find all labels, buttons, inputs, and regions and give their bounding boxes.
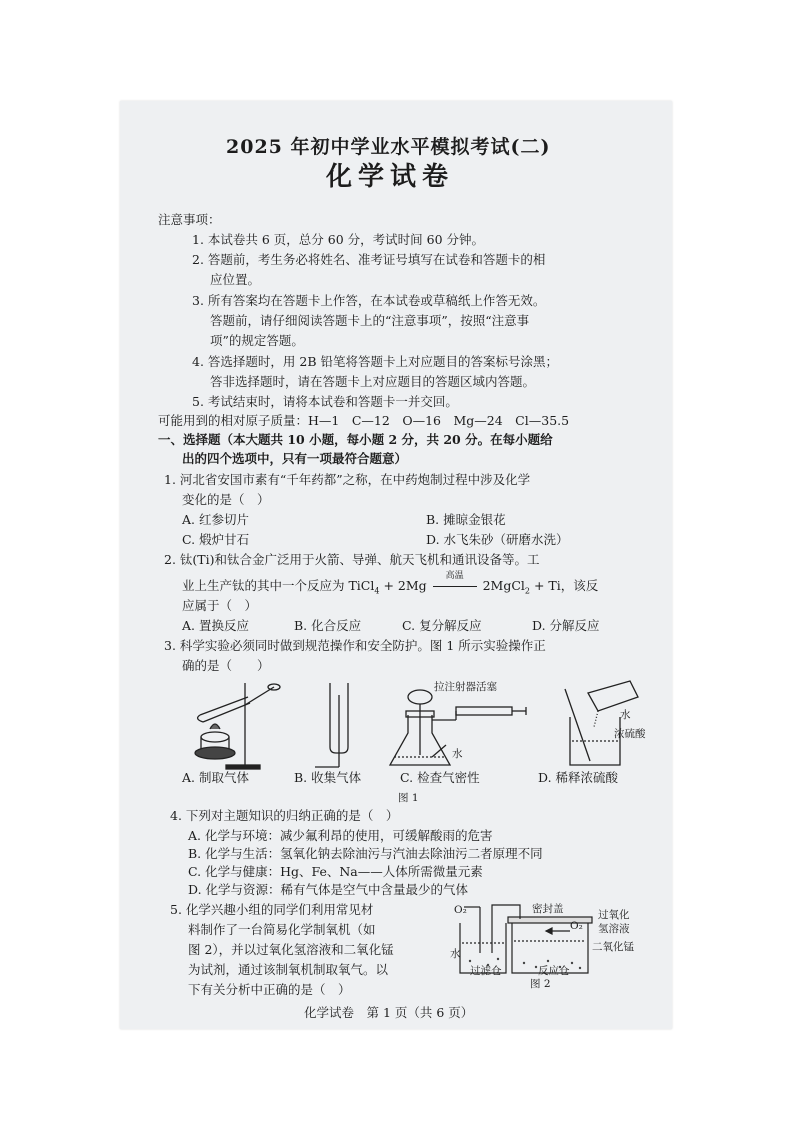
question-stem: 应属于（ ） xyxy=(182,598,258,613)
question-stem: 下有关分析中正确的是（ ） xyxy=(188,982,351,997)
notice-item: 2. 答题前，考生务必将姓名、准考证号填写在试卷和答题卡的相 xyxy=(192,252,546,267)
section-heading: 出的四个选项中，只有一项最符合题意） xyxy=(182,451,408,466)
option-b: B. 收集气体 xyxy=(294,770,362,785)
option-a: A. 制取气体 xyxy=(182,770,249,785)
page-footer: 化学试卷 第 1 页（共 6 页） xyxy=(304,1005,474,1020)
acid-label: 浓硫酸 xyxy=(614,728,646,740)
option-d: D. 化学与资源：稀有气体是空气中含量最少的气体 xyxy=(188,882,469,897)
equation-part: + Ti，该反 xyxy=(530,578,599,593)
equation-part: 2MgCl xyxy=(478,578,525,593)
apparatus-d-icon xyxy=(565,681,638,765)
h2o2-label: 氢溶液 xyxy=(598,923,630,935)
notice-item: 应位置。 xyxy=(210,272,261,287)
exam-title: 2025 年初中学业水平模拟考试(二) xyxy=(226,136,551,158)
option-a: A. 红参切片 xyxy=(182,512,249,527)
notice-item: 3. 所有答案均在答题卡上作答，在本试卷或草稿纸上作答无效。 xyxy=(192,293,546,308)
exam-page xyxy=(120,101,672,1029)
atomic-masses: 可能用到的相对原子质量：H—1 C—12 O—16 Mg—24 Cl—35.5 xyxy=(158,413,570,428)
question-stem: 确的是（ ） xyxy=(182,658,270,673)
question-stem: 变化的是（ ） xyxy=(182,492,270,507)
equation-subscript: 4 xyxy=(374,586,380,596)
figure-caption: 图 2 xyxy=(530,978,551,990)
question-stem: 5. 化学兴趣小组的同学们利用常见材 xyxy=(170,902,374,917)
option-d: D. 水飞朱砂（研磨水洗） xyxy=(426,532,569,547)
figure-1-drawings xyxy=(170,675,670,775)
figure-caption: 图 1 xyxy=(398,792,419,804)
equation-part: 业上生产钛的其中一个反应为 TiCl xyxy=(182,578,375,593)
option-d: D. 稀释浓硫酸 xyxy=(538,770,619,785)
equation-part: + 2Mg xyxy=(379,578,431,593)
syringe-label: 拉注射器活塞 xyxy=(434,681,497,693)
option-c: C. 检查气密性 xyxy=(400,770,480,785)
apparatus-a-icon xyxy=(195,683,280,769)
condition-label: 高温 xyxy=(445,571,464,581)
option-b: B. 摊晾金银花 xyxy=(426,512,506,527)
option-d: D. 分解反应 xyxy=(532,618,600,633)
mno2-label: 二氧化锰 xyxy=(592,941,634,953)
option-b: B. 化合反应 xyxy=(294,618,362,633)
reaction-equation xyxy=(182,571,599,600)
option-c: C. 复分解反应 xyxy=(402,618,482,633)
seal-cap-label: 密封盖 xyxy=(532,903,564,915)
question-stem: 3. 科学实验必须同时做到规范操作和安全防护。图 1 所示实验操作正 xyxy=(164,638,546,653)
question-stem: 1. 河北省安国市素有“千年药都”之称，在中药炮制过程中涉及化学 xyxy=(164,472,531,487)
option-c: C. 煅炉甘石 xyxy=(182,532,250,547)
reaction-chamber-label: 反应仓 xyxy=(538,965,570,977)
reaction-condition xyxy=(431,571,479,594)
notice-item: 1. 本试卷共 6 页，总分 60 分，考试时间 60 分钟。 xyxy=(192,232,485,247)
o2-label: O₂ xyxy=(570,920,583,932)
notice-item: 5. 考试结束时，请将本试卷和答题卡一并交回。 xyxy=(192,394,458,409)
water-label: 水 xyxy=(620,709,631,721)
question-stem: 4. 下列对主题知识的归纳正确的是（ ） xyxy=(170,808,399,823)
subject-title: 化学试卷 xyxy=(326,162,455,192)
option-b: B. 化学与生活：氢氧化钠去除油污与汽油去除油污二者原理不同 xyxy=(188,846,543,861)
notice-item: 项”的规定答题。 xyxy=(210,333,304,348)
notice-item: 答非选择题时，请在答题卡上对应题目的答题区域内答题。 xyxy=(210,374,536,389)
section-heading: 一、选择题（本大题共 10 小题，每小题 2 分，共 20 分。在每小题给 xyxy=(158,432,553,447)
o2-label: O₂ xyxy=(454,904,467,916)
notice-item: 答题前，请仔细阅读答题卡上的“注意事项”，按照“注意事 xyxy=(210,313,530,328)
notice-item: 4. 答选择题时，用 2B 铅笔将答题卡上对应题目的答案标号涂黑； xyxy=(192,354,558,369)
h2o2-label: 过氧化 xyxy=(598,909,630,921)
question-stem: 料制作了一台简易化学制氧机（如 xyxy=(188,922,376,937)
filter-chamber-label: 过滤仓 xyxy=(470,965,502,977)
notice-heading: 注意事项： xyxy=(158,212,221,227)
apparatus-b-icon xyxy=(315,683,348,767)
water-label: 水 xyxy=(450,948,461,960)
option-a: A. 置换反应 xyxy=(182,618,249,633)
question-stem: 2. 钛(Ti)和钛合金广泛用于火箭、导弹、航天飞机和通讯设备等。工 xyxy=(164,552,540,567)
question-stem: 图 2），并以过氧化氢溶液和二氧化锰 xyxy=(188,942,394,957)
option-c: C. 化学与健康：Hg、Fe、Na——人体所需微量元素 xyxy=(188,864,483,879)
water-label: 水 xyxy=(452,748,463,760)
equation-subscript: 2 xyxy=(524,586,531,596)
option-a: A. 化学与环境：减少氟利昂的使用，可缓解酸雨的危害 xyxy=(188,828,493,843)
question-stem: 为试剂，通过该制氧机制取氧气。以 xyxy=(188,962,389,977)
